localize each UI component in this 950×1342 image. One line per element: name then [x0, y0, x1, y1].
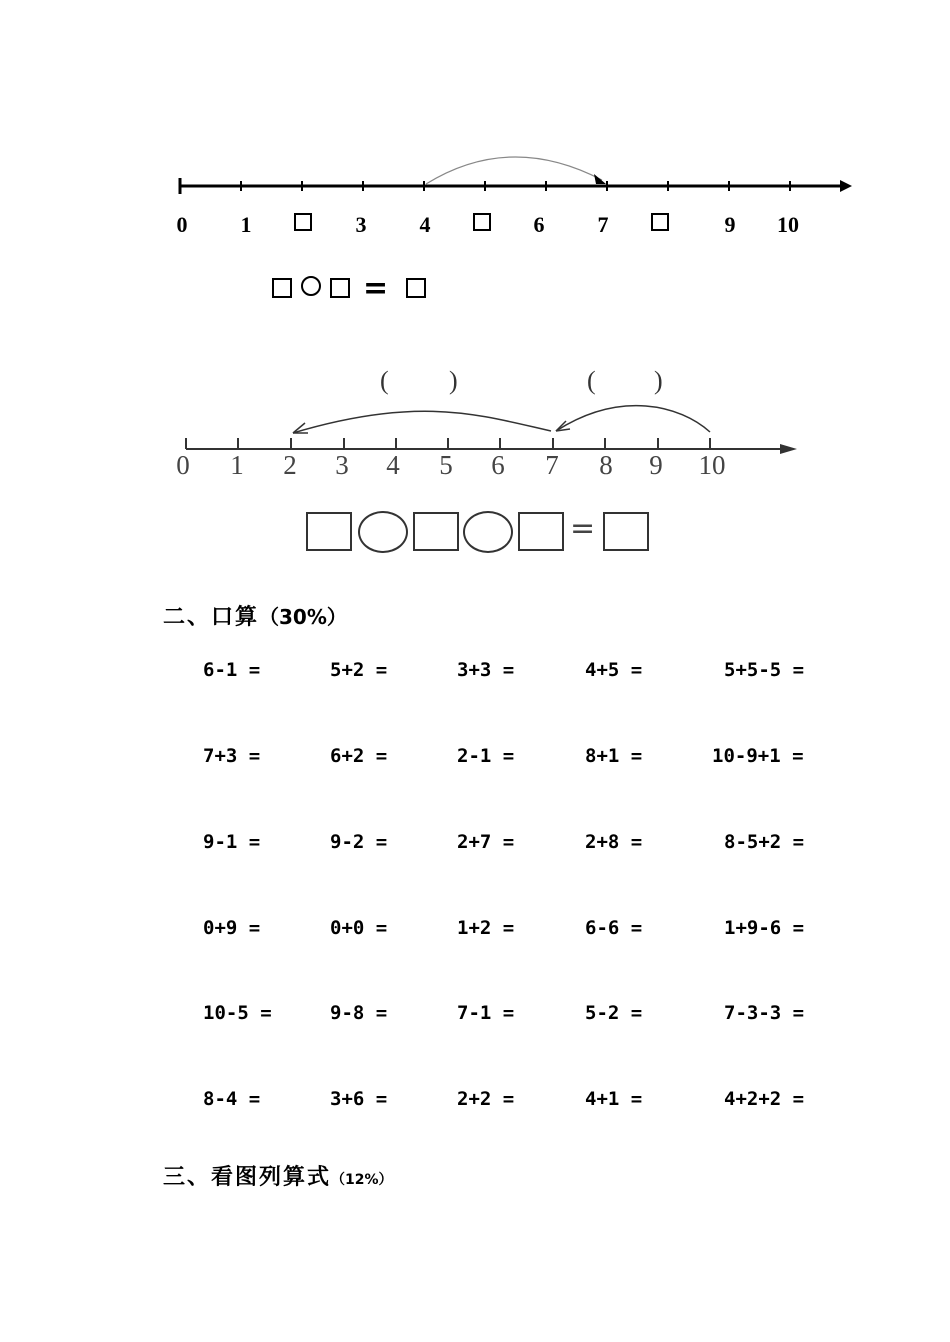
- exercise-item: 0+0 =: [330, 917, 388, 939]
- equation-2-box-a[interactable]: [306, 512, 352, 551]
- section-2-heading: [163, 600, 347, 631]
- number-line-1-label-1: 1: [240, 212, 252, 237]
- exercise-item: 4+2+2 =: [724, 1088, 805, 1110]
- exercise-item: 1+2 =: [457, 917, 515, 939]
- exercise-item: 9-1 =: [203, 831, 261, 853]
- exercise-item: 4+1 =: [585, 1088, 643, 1110]
- number-line-2: [0, 395, 950, 455]
- jump-arc-b: [293, 411, 551, 433]
- exercise-item: 2+2 =: [457, 1088, 515, 1110]
- equation-1-box-a[interactable]: [272, 278, 292, 298]
- exercise-item: 3+6 =: [330, 1088, 388, 1110]
- answer-box-blank-2[interactable]: [294, 213, 312, 231]
- exercise-item: 6-6 =: [585, 917, 643, 939]
- exercise-item: 8-5+2 =: [724, 831, 805, 853]
- number-line-2-label-3: 3: [335, 450, 349, 480]
- exercise-item: 9-2 =: [330, 831, 388, 853]
- number-line-2-label-5: 5: [439, 450, 453, 480]
- number-line-2-label-9: 9: [649, 450, 663, 480]
- exercise-item: 10-5 =: [203, 1002, 272, 1024]
- exercise-item: 0+9 =: [203, 917, 261, 939]
- exercise-item: 7-1 =: [457, 1002, 515, 1024]
- number-line-2-label-8: 8: [599, 450, 613, 480]
- equation-1-box-result[interactable]: [406, 278, 426, 298]
- equation-1-equals: =: [363, 271, 389, 306]
- number-line-2-label-4: 4: [386, 450, 400, 480]
- number-line-1: [0, 140, 950, 200]
- paren-close-1: ): [449, 366, 458, 395]
- number-line-1-label-4: 4: [419, 212, 431, 237]
- exercise-item: 4+5 =: [585, 659, 643, 681]
- exercise-item: 6+2 =: [330, 745, 388, 767]
- number-line-1-label-6: 6: [533, 212, 545, 237]
- exercise-item: 1+9-6 =: [724, 917, 805, 939]
- number-line-2-label-10: 10: [698, 450, 726, 480]
- exercise-item: 7-3-3 =: [724, 1002, 805, 1024]
- exercise-item: 5+5-5 =: [724, 659, 805, 681]
- answer-box-blank-5[interactable]: [473, 213, 491, 231]
- number-line-2-label-6: 6: [491, 450, 505, 480]
- exercise-item: 8+1 =: [585, 745, 643, 767]
- equation-1-operator-circle[interactable]: [301, 276, 321, 296]
- section-2-title: 二、口算: [163, 605, 260, 630]
- number-line-1-label-3: 3: [355, 212, 367, 237]
- equation-2-box-b[interactable]: [413, 512, 459, 551]
- section-2-score-note: （30%）: [259, 605, 347, 629]
- number-line-1-label-0: 0: [176, 212, 188, 237]
- exercise-item: 10-9+1 =: [712, 745, 804, 767]
- answer-box-blank-8[interactable]: [651, 213, 669, 231]
- section-3-score-note: （12%）: [331, 1172, 393, 1188]
- exercise-item: 8-4 =: [203, 1088, 261, 1110]
- number-line-1-label-10: 10: [777, 212, 799, 237]
- equation-1-box-b[interactable]: [330, 278, 350, 298]
- equation-2-equals: =: [570, 511, 596, 546]
- equation-2-box-result[interactable]: [603, 512, 649, 551]
- exercise-item: 9-8 =: [330, 1002, 388, 1024]
- exercise-item: 2+8 =: [585, 831, 643, 853]
- paren-open-2: (: [587, 366, 596, 395]
- section-3-title: 三、看图列算式: [163, 1165, 332, 1190]
- jump-arc-1: [426, 157, 602, 184]
- exercise-item: 3+3 =: [457, 659, 515, 681]
- number-line-2-label-7: 7: [545, 450, 559, 480]
- exercise-item: 5+2 =: [330, 659, 388, 681]
- number-line-1-label-9: 9: [724, 212, 736, 237]
- number-line-2-label-2: 2: [283, 450, 297, 480]
- exercise-item: 2+7 =: [457, 831, 515, 853]
- exercise-item: 7+3 =: [203, 745, 261, 767]
- equation-2-operator-circle-1[interactable]: [358, 511, 408, 553]
- paren-open-1: (: [380, 366, 389, 395]
- number-line-2-label-0: 0: [176, 450, 190, 480]
- jump-arc-a: [556, 406, 710, 432]
- section-3-heading: [163, 1160, 393, 1191]
- exercise-item: 6-1 =: [203, 659, 261, 681]
- number-line-1-label-7: 7: [597, 212, 609, 237]
- paren-close-2: ): [654, 366, 663, 395]
- exercise-item: 2-1 =: [457, 745, 515, 767]
- equation-2-operator-circle-2[interactable]: [463, 511, 513, 553]
- number-line-2-label-1: 1: [230, 450, 244, 480]
- exercise-item: 5-2 =: [585, 1002, 643, 1024]
- equation-2-box-c[interactable]: [518, 512, 564, 551]
